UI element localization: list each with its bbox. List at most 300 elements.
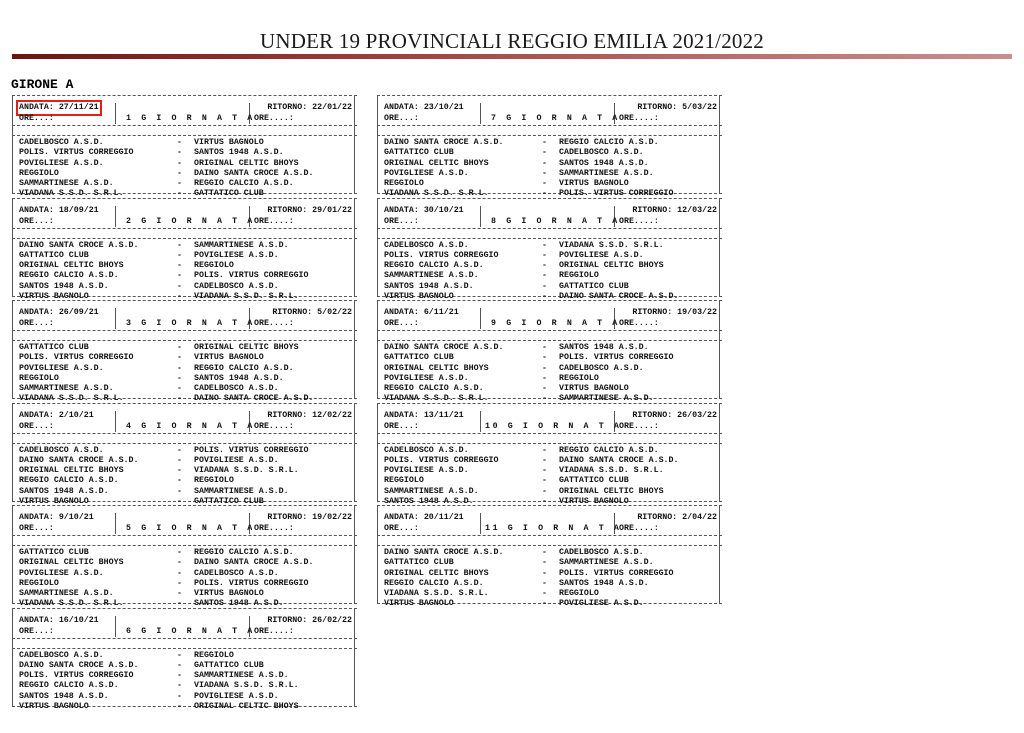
dashed-separator bbox=[377, 198, 722, 199]
giornata-label: G I O R N A T A bbox=[141, 626, 255, 636]
round-header bbox=[377, 206, 722, 216]
round-header bbox=[377, 308, 722, 318]
home-team: DAINO SANTA CROCE A.S.D. bbox=[19, 660, 139, 670]
away-team: GATTATICO CLUB bbox=[194, 496, 264, 506]
vs-dash: - bbox=[177, 373, 182, 383]
ore-field-return: ORE....: bbox=[254, 421, 294, 431]
dashed-separator bbox=[12, 135, 357, 136]
home-team: VIRTUS BAGNOLO bbox=[384, 291, 454, 301]
away-team: CADELBOSCO A.S.D. bbox=[194, 568, 279, 578]
dashed-separator bbox=[12, 300, 357, 301]
giornata-label: G I O R N A T A bbox=[506, 114, 620, 123]
away-team: VIRTUS BAGNOLO bbox=[194, 589, 264, 599]
match-row bbox=[19, 138, 357, 148]
round-block bbox=[377, 298, 722, 404]
match-row bbox=[384, 599, 722, 609]
away-team: DAINO SANTA CROCE A.S.D. bbox=[194, 168, 314, 178]
home-team: GATTATICO CLUB bbox=[384, 148, 454, 158]
round-block bbox=[377, 93, 722, 199]
round-header bbox=[12, 411, 357, 421]
away-team: CADELBOSCO A.S.D. bbox=[194, 281, 279, 291]
match-list bbox=[384, 548, 722, 610]
away-team: SANTOS 1948 A.S.D. bbox=[194, 599, 284, 609]
round-subheader bbox=[12, 524, 357, 534]
home-team: REGGIOLO bbox=[19, 168, 59, 178]
match-row bbox=[384, 456, 722, 466]
away-team: SAMMARTINESE A.S.D. bbox=[194, 671, 289, 681]
round-subheader bbox=[377, 319, 722, 329]
ore-field-return: ORE....: bbox=[619, 114, 659, 123]
giornata-label: G I O R N A T A bbox=[141, 319, 255, 328]
vs-dash: - bbox=[177, 691, 182, 701]
match-row bbox=[19, 384, 357, 394]
vs-dash: - bbox=[177, 476, 182, 486]
vs-dash: - bbox=[177, 660, 182, 670]
andata-date: ANDATA: 20/11/21 bbox=[384, 513, 464, 522]
round-header bbox=[12, 616, 357, 626]
andata-date: ANDATA: 16/10/21 bbox=[19, 615, 99, 625]
vs-dash: - bbox=[177, 138, 182, 147]
match-row bbox=[384, 548, 722, 558]
home-team: ORIGINAL CELTIC BHOYS bbox=[384, 158, 489, 168]
away-team: SAMMARTINESE A.S.D. bbox=[194, 486, 289, 496]
vs-dash: - bbox=[542, 250, 547, 260]
home-team: ORIGINAL CELTIC BHOYS bbox=[19, 466, 124, 476]
match-list bbox=[19, 446, 357, 508]
match-row bbox=[384, 589, 722, 599]
away-team: DAINO SANTA CROCE A.S.D. bbox=[559, 291, 679, 301]
match-row bbox=[384, 159, 722, 169]
away-team: REGGIO CALCIO A.S.D. bbox=[194, 363, 294, 373]
away-team: DAINO SANTA CROCE A.S.D. bbox=[194, 558, 314, 568]
match-row bbox=[19, 589, 357, 599]
home-team: SANTOS 1948 A.S.D. bbox=[384, 281, 474, 291]
round-number-value: 10 bbox=[485, 421, 501, 431]
away-team: GATTATICO CLUB bbox=[194, 660, 264, 670]
ore-field-return: ORE....: bbox=[619, 524, 659, 533]
away-team: POVIGLIESE A.S.D. bbox=[559, 599, 644, 609]
vs-dash: - bbox=[177, 455, 182, 465]
vs-dash: - bbox=[177, 291, 182, 301]
round-number bbox=[491, 114, 620, 124]
round-subheader bbox=[12, 114, 357, 124]
match-row bbox=[19, 702, 357, 712]
ore-field-return: ORE....: bbox=[619, 216, 659, 226]
round-block bbox=[12, 401, 357, 504]
dashed-separator bbox=[12, 638, 357, 639]
away-team: GATTATICO CLUB bbox=[559, 476, 629, 486]
away-team: ORIGINAL CELTIC BHOYS bbox=[559, 261, 664, 271]
match-row bbox=[19, 179, 357, 189]
round-header bbox=[12, 308, 357, 318]
ore-field-return: ORE....: bbox=[254, 114, 294, 123]
ore-field-return: ORE....: bbox=[254, 319, 294, 328]
giornata-label: G I O R N A T A bbox=[141, 114, 255, 123]
away-team: GATTATICO CLUB bbox=[559, 281, 629, 291]
away-team: SANTOS 1948 A.S.D. bbox=[194, 373, 284, 383]
vs-dash: - bbox=[177, 271, 182, 281]
round-number bbox=[491, 217, 620, 227]
away-team: REGGIOLO bbox=[194, 650, 234, 660]
away-team: REGGIOLO bbox=[194, 261, 234, 271]
dashed-separator bbox=[377, 535, 722, 536]
home-team: VIADANA S.S.D. S.R.L. bbox=[19, 189, 124, 199]
home-team: VIRTUS BAGNOLO bbox=[19, 496, 89, 506]
match-row bbox=[384, 446, 722, 456]
vs-dash: - bbox=[177, 343, 182, 352]
home-team: REGGIO CALCIO A.S.D. bbox=[19, 476, 119, 486]
dashed-separator bbox=[12, 228, 357, 229]
match-row bbox=[19, 364, 357, 374]
vs-dash: - bbox=[542, 466, 547, 476]
vs-dash: - bbox=[177, 496, 182, 506]
home-team: POLIS. VIRTUS CORREGGIO bbox=[19, 671, 134, 681]
match-row bbox=[19, 446, 357, 456]
home-team: CADELBOSCO A.S.D. bbox=[384, 445, 469, 455]
match-row bbox=[384, 466, 722, 476]
match-row bbox=[19, 569, 357, 579]
match-row bbox=[384, 241, 722, 251]
ore-field-return: ORE....: bbox=[254, 524, 294, 533]
home-team: REGGIOLO bbox=[384, 476, 424, 486]
away-team: VIRTUS BAGNOLO bbox=[194, 353, 264, 363]
giornata-label: G I O R N A T A bbox=[506, 216, 620, 226]
round-header bbox=[377, 103, 722, 113]
away-team: GATTATICO CLUB bbox=[194, 189, 264, 199]
match-row bbox=[384, 364, 722, 374]
away-team: CADELBOSCO A.S.D. bbox=[194, 384, 279, 394]
dashed-separator bbox=[12, 608, 357, 609]
round-block bbox=[377, 401, 722, 504]
dashed-separator bbox=[12, 95, 357, 96]
match-row bbox=[384, 271, 722, 281]
rounds-column-left bbox=[12, 93, 357, 711]
home-team: GATTATICO CLUB bbox=[19, 250, 89, 260]
match-row bbox=[19, 661, 357, 671]
ore-field-return: ORE....: bbox=[254, 626, 294, 636]
away-team: POLIS. VIRTUS CORREGGIO bbox=[559, 353, 674, 363]
round-block bbox=[12, 93, 357, 199]
away-team: VIRTUS BAGNOLO bbox=[559, 384, 629, 394]
round-number bbox=[126, 627, 255, 637]
dashed-separator bbox=[377, 330, 722, 331]
away-team: REGGIO CALCIO A.S.D. bbox=[559, 445, 659, 455]
vs-dash: - bbox=[542, 384, 547, 394]
away-team: DAINO SANTA CROCE A.S.D. bbox=[559, 455, 679, 465]
home-team: REGGIOLO bbox=[19, 578, 59, 588]
vs-dash: - bbox=[177, 486, 182, 496]
vs-dash: - bbox=[542, 363, 547, 373]
away-team: SANTOS 1948 A.S.D. bbox=[194, 148, 284, 158]
round-subheader bbox=[377, 422, 722, 432]
round-block bbox=[377, 196, 722, 299]
dashed-separator bbox=[377, 443, 722, 444]
dashed-separator bbox=[377, 228, 722, 229]
vs-dash: - bbox=[177, 558, 182, 568]
match-row bbox=[384, 343, 722, 353]
match-row bbox=[19, 487, 357, 497]
vs-dash: - bbox=[542, 589, 547, 599]
match-row bbox=[19, 579, 357, 589]
away-team: ORIGINAL CELTIC BHOYS bbox=[194, 158, 299, 168]
away-team: ORIGINAL CELTIC BHOYS bbox=[194, 343, 299, 352]
andata-date: ANDATA: 9/10/21 bbox=[19, 513, 94, 522]
ore-field: ORE...: bbox=[384, 114, 419, 123]
vs-dash: - bbox=[542, 158, 547, 168]
match-row bbox=[19, 251, 357, 261]
match-row bbox=[384, 138, 722, 148]
vs-dash: - bbox=[177, 701, 182, 711]
home-team: VIADANA S.S.D. S.R.L. bbox=[384, 394, 489, 404]
match-list bbox=[19, 343, 357, 405]
ore-field: ORE...: bbox=[19, 421, 54, 431]
home-team: ORIGINAL CELTIC BHOYS bbox=[19, 558, 124, 568]
home-team: CADELBOSCO A.S.D. bbox=[19, 445, 104, 455]
match-row bbox=[19, 148, 357, 158]
ore-field-return: ORE....: bbox=[619, 319, 659, 328]
round-block bbox=[377, 503, 722, 609]
match-row bbox=[19, 271, 357, 281]
vs-dash: - bbox=[177, 261, 182, 271]
match-row bbox=[384, 384, 722, 394]
home-team: POLIS. VIRTUS CORREGGIO bbox=[384, 455, 499, 465]
match-row bbox=[19, 353, 357, 363]
match-row bbox=[19, 261, 357, 271]
round-number-value: 11 bbox=[485, 524, 501, 533]
andata-date: ANDATA: 6/11/21 bbox=[384, 308, 459, 317]
round-number bbox=[126, 422, 255, 432]
dashed-separator bbox=[12, 545, 357, 546]
away-team: CADELBOSCO A.S.D. bbox=[559, 548, 644, 557]
vs-dash: - bbox=[177, 578, 182, 588]
page-title: UNDER 19 PROVINCIALI REGGIO EMILIA 2021/2022 bbox=[259, 29, 765, 53]
away-team: CADELBOSCO A.S.D. bbox=[559, 363, 644, 373]
home-team: VIADANA S.S.D. S.R.L. bbox=[384, 189, 489, 199]
away-team: POVIGLIESE A.S.D. bbox=[194, 455, 279, 465]
away-team: REGGIOLO bbox=[559, 271, 599, 281]
round-subheader bbox=[12, 319, 357, 329]
away-team: DAINO SANTA CROCE A.S.D. bbox=[194, 394, 314, 404]
away-team: VIRTUS BAGNOLO bbox=[194, 138, 264, 147]
andata-date: ANDATA: 23/10/21 bbox=[384, 103, 464, 112]
dashed-separator bbox=[377, 403, 722, 404]
match-row bbox=[19, 558, 357, 568]
match-row bbox=[384, 476, 722, 486]
ore-field: ORE...: bbox=[19, 524, 54, 533]
home-team: GATTATICO CLUB bbox=[384, 558, 454, 568]
vs-dash: - bbox=[177, 650, 182, 660]
group-heading: GIRONE A bbox=[11, 77, 74, 92]
round-number-value: 6 bbox=[126, 626, 134, 636]
vs-dash: - bbox=[177, 568, 182, 578]
vs-dash: - bbox=[177, 148, 182, 158]
dashed-separator bbox=[377, 505, 722, 506]
round-number-value: 1 bbox=[126, 114, 134, 123]
home-team: SAMMARTINESE A.S.D. bbox=[19, 179, 114, 189]
home-team: CADELBOSCO A.S.D. bbox=[19, 138, 104, 147]
vs-dash: - bbox=[177, 363, 182, 373]
ritorno-date: RITORNO: 26/02/22 bbox=[267, 615, 352, 625]
home-team: SANTOS 1948 A.S.D. bbox=[19, 691, 109, 701]
round-block bbox=[12, 606, 357, 709]
match-row bbox=[19, 456, 357, 466]
away-team: CADELBOSCO A.S.D. bbox=[559, 148, 644, 158]
away-team: REGGIOLO bbox=[559, 589, 599, 599]
round-subheader bbox=[377, 114, 722, 124]
dashed-separator bbox=[377, 433, 722, 434]
giornata-label: G I O R N A T A bbox=[506, 319, 620, 328]
round-block bbox=[12, 503, 357, 609]
ritorno-date: RITORNO: 19/03/22 bbox=[632, 308, 717, 317]
andata-date: ANDATA: 30/10/21 bbox=[384, 205, 464, 215]
vs-dash: - bbox=[542, 486, 547, 496]
away-team: SAMMARTINESE A.S.D. bbox=[194, 240, 289, 250]
vs-dash: - bbox=[177, 384, 182, 394]
vs-dash: - bbox=[177, 189, 182, 199]
giornata-label: G I O R N A T A bbox=[141, 524, 255, 533]
dashed-separator bbox=[12, 403, 357, 404]
ritorno-date: RITORNO: 12/02/22 bbox=[267, 410, 352, 420]
match-row bbox=[19, 343, 357, 353]
match-row bbox=[19, 466, 357, 476]
round-number bbox=[126, 114, 255, 124]
match-list bbox=[19, 138, 357, 200]
home-team: VIRTUS BAGNOLO bbox=[384, 599, 454, 609]
match-row bbox=[19, 169, 357, 179]
home-team: DAINO SANTA CROCE A.S.D. bbox=[384, 138, 504, 147]
home-team: SAMMARTINESE A.S.D. bbox=[19, 384, 114, 394]
ore-field: ORE...: bbox=[19, 216, 54, 226]
match-list bbox=[384, 241, 722, 303]
home-team: POVIGLIESE A.S.D. bbox=[19, 568, 104, 578]
home-team: CADELBOSCO A.S.D. bbox=[19, 650, 104, 660]
away-team: POLIS. VIRTUS CORREGGIO bbox=[559, 568, 674, 578]
round-header bbox=[12, 103, 357, 113]
vs-dash: - bbox=[542, 496, 547, 506]
home-team: GATTATICO CLUB bbox=[384, 353, 454, 363]
match-list bbox=[384, 138, 722, 200]
match-row bbox=[384, 169, 722, 179]
dashed-separator bbox=[377, 300, 722, 301]
vs-dash: - bbox=[177, 681, 182, 691]
match-row bbox=[19, 671, 357, 681]
dashed-separator bbox=[12, 330, 357, 331]
round-number-value: 2 bbox=[126, 216, 134, 226]
home-team: POVIGLIESE A.S.D. bbox=[384, 168, 469, 178]
ritorno-date: RITORNO: 26/03/22 bbox=[632, 410, 717, 420]
vs-dash: - bbox=[542, 281, 547, 291]
home-team: REGGIO CALCIO A.S.D. bbox=[19, 681, 119, 691]
round-number bbox=[126, 319, 255, 329]
dashed-separator bbox=[377, 545, 722, 546]
vs-dash: - bbox=[542, 271, 547, 281]
round-number bbox=[491, 319, 620, 329]
ore-field-return: ORE....: bbox=[254, 216, 294, 226]
home-team: POVIGLIESE A.S.D. bbox=[384, 373, 469, 383]
home-team: DAINO SANTA CROCE A.S.D. bbox=[19, 240, 139, 250]
round-number-value: 3 bbox=[126, 319, 134, 328]
home-team: SAMMARTINESE A.S.D. bbox=[384, 271, 479, 281]
home-team: VIRTUS BAGNOLO bbox=[19, 701, 89, 711]
giornata-label: G I O R N A T A bbox=[507, 421, 622, 431]
match-list bbox=[384, 343, 722, 405]
match-row bbox=[19, 548, 357, 558]
vs-dash: - bbox=[177, 250, 182, 260]
round-block bbox=[12, 196, 357, 299]
away-team: POVIGLIESE A.S.D. bbox=[559, 250, 644, 260]
vs-dash: - bbox=[542, 189, 547, 199]
away-team: SAMMARTINESE A.S.D. bbox=[559, 394, 654, 404]
ore-field: ORE...: bbox=[384, 524, 419, 533]
match-row bbox=[19, 282, 357, 292]
vs-dash: - bbox=[542, 353, 547, 363]
round-number bbox=[485, 524, 621, 534]
vs-dash: - bbox=[177, 671, 182, 681]
home-team: GATTATICO CLUB bbox=[19, 343, 89, 352]
home-team: SAMMARTINESE A.S.D. bbox=[19, 589, 114, 599]
home-team: POVIGLIESE A.S.D. bbox=[19, 158, 104, 168]
home-team: VIADANA S.S.D. S.R.L. bbox=[19, 599, 124, 609]
vs-dash: - bbox=[542, 445, 547, 455]
away-team: POVIGLIESE A.S.D. bbox=[194, 691, 279, 701]
match-row bbox=[384, 374, 722, 384]
match-list bbox=[19, 651, 357, 713]
away-team: REGGIO CALCIO A.S.D. bbox=[194, 179, 294, 189]
round-number-value: 8 bbox=[491, 216, 499, 226]
away-team: SANTOS 1948 A.S.D. bbox=[559, 578, 649, 588]
match-row bbox=[384, 282, 722, 292]
home-team: ORIGINAL CELTIC BHOYS bbox=[384, 363, 489, 373]
dashed-separator bbox=[12, 238, 357, 239]
match-row bbox=[19, 681, 357, 691]
ore-field: ORE...: bbox=[19, 114, 54, 123]
home-team: SAMMARTINESE A.S.D. bbox=[384, 486, 479, 496]
match-row bbox=[384, 353, 722, 363]
vs-dash: - bbox=[542, 291, 547, 301]
round-subheader bbox=[12, 422, 357, 432]
match-row bbox=[19, 476, 357, 486]
away-team: SANTOS 1948 A.S.D. bbox=[559, 158, 649, 168]
home-team: POVIGLIESE A.S.D. bbox=[19, 363, 104, 373]
match-row bbox=[19, 241, 357, 251]
away-team: POVIGLIESE A.S.D. bbox=[194, 250, 279, 260]
home-team: REGGIOLO bbox=[19, 373, 59, 383]
vs-dash: - bbox=[177, 445, 182, 455]
vs-dash: - bbox=[542, 394, 547, 404]
away-team: POLIS. VIRTUS CORREGGIO bbox=[559, 189, 674, 199]
home-team: POLIS. VIRTUS CORREGGIO bbox=[19, 148, 134, 158]
vs-dash: - bbox=[542, 558, 547, 568]
round-number-value: 4 bbox=[126, 421, 134, 431]
vs-dash: - bbox=[542, 148, 547, 158]
vs-dash: - bbox=[542, 179, 547, 189]
vs-dash: - bbox=[542, 261, 547, 271]
away-team: REGGIO CALCIO A.S.D. bbox=[559, 138, 659, 147]
away-team: VIADANA S.S.D. S.R.L. bbox=[559, 240, 664, 250]
dashed-separator bbox=[377, 125, 722, 126]
away-team: VIRTUS BAGNOLO bbox=[559, 179, 629, 189]
round-subheader bbox=[12, 217, 357, 227]
round-number-value: 5 bbox=[126, 524, 134, 533]
vs-dash: - bbox=[177, 179, 182, 189]
vs-dash: - bbox=[177, 158, 182, 168]
away-team: POLIS. VIRTUS CORREGGIO bbox=[194, 578, 309, 588]
vs-dash: - bbox=[542, 343, 547, 352]
home-team: REGGIO CALCIO A.S.D. bbox=[19, 271, 119, 281]
away-team: VIADANA S.S.D. S.R.L. bbox=[559, 466, 664, 476]
match-list bbox=[19, 241, 357, 303]
home-team: POLIS. VIRTUS CORREGGIO bbox=[19, 353, 134, 363]
